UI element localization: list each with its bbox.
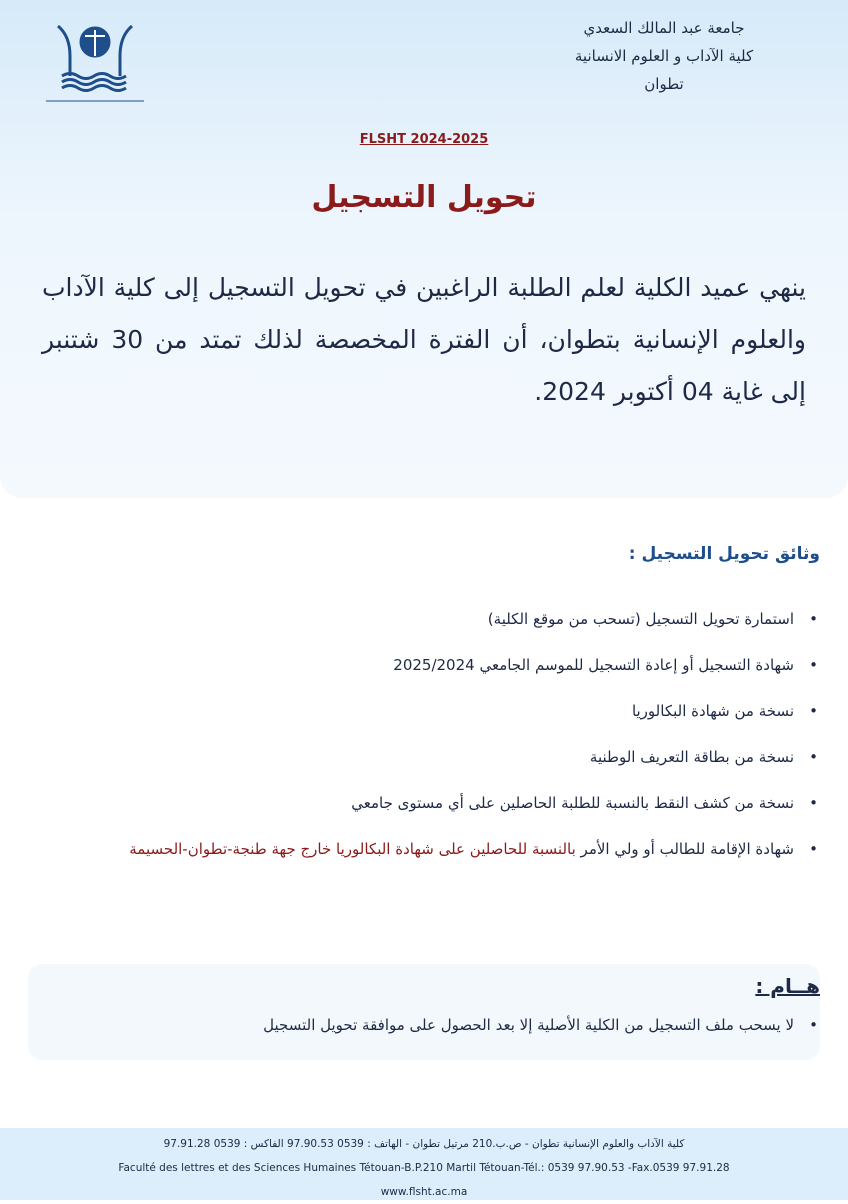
list-item: • شهادة التسجيل أو إعادة التسجيل للموسم الجامعي 2025/2024 — [60, 642, 820, 688]
faculty-logo — [40, 6, 150, 110]
documents-heading: وثائق تحويل التسجيل : — [628, 544, 820, 564]
year-label: FLSHT 2024-2025 — [359, 132, 489, 147]
institution-block — [514, 14, 814, 98]
documents-list — [60, 596, 820, 872]
list-item: • نسخة من بطاقة التعريف الوطنية — [60, 734, 820, 780]
list-item: • نسخة من شهادة البكالوريا — [60, 688, 820, 734]
footer-website[interactable]: www.flsht.ac.ma — [380, 1186, 468, 1198]
list-item-text: شهادة الإقامة للطالب أو ولي الأمر — [575, 840, 794, 858]
city-name: تطوان — [644, 75, 684, 93]
list-item — [60, 826, 820, 872]
footer-address-fr: Faculté des lettres et des Sciences Humaines Tétouan-B.P.210 Martil Tétouan-Tél.: 0539 97.90.53 -Fax.0539 97.91.28 — [118, 1162, 730, 1174]
list-item-highlight: بالنسبة للحاصلين على شهادة البكالوريا خارج جهة طنجة-تطوان-الحسيمة — [129, 840, 576, 858]
university-name: جامعة عبد المالك السعدي — [583, 19, 745, 37]
footer-address-ar: كلية الآداب والعلوم الإنسانية تطوان - ص.ب.210 مرتيل تطوان - الهاتف : 0539 97.90.53 الفاكس : 0539 97.91.28 — [163, 1138, 685, 1150]
important-box — [28, 964, 820, 1060]
important-text: • لا يسحب ملف التسجيل من الكلية الأصلية إلا بعد الحصول على موافقة تحويل التسجيل — [28, 1016, 820, 1034]
intro-paragraph: ينهي عميد الكلية لعلم الطلبة الراغبين في تحويل التسجيل إلى كلية الآداب والعلوم الإنسانية بتطوان، أن الفترة المخصصة لذلك تمتد من 30 شتنبر إلى غاية 04 أكتوبر 2024. — [42, 273, 806, 406]
important-heading: هــام : — [755, 974, 820, 998]
page-title: تحويل التسجيل — [311, 180, 537, 215]
footer — [0, 1128, 848, 1200]
list-item: • استمارة تحويل التسجيل (تسحب من موقع الكلية) — [60, 596, 820, 642]
faculty-name: كلية الآداب و العلوم الانسانية — [574, 47, 754, 65]
list-item: • نسخة من كشف النقط بالنسبة للطلبة الحاصلين على أي مستوى جامعي — [60, 780, 820, 826]
